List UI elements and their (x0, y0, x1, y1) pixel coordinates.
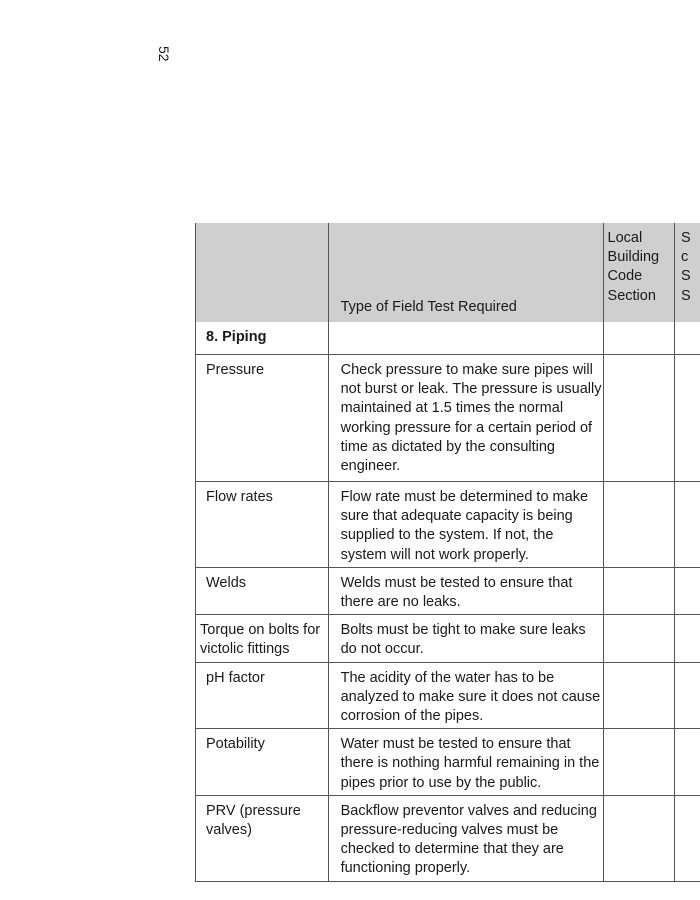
table-header-row (196, 223, 700, 322)
header-truncated-column: S c S S (674, 223, 700, 322)
row-item: Welds (196, 567, 329, 614)
header-item (196, 223, 329, 322)
row-test: Bolts must be tight to make sure leaks do not occur. (328, 615, 603, 662)
row-test: Welds must be tested to ensure that there are no leaks. (328, 567, 603, 614)
table-row (196, 615, 700, 662)
header-field-test: Type of Field Test Required (328, 223, 603, 322)
section-row (196, 322, 700, 355)
row-item: Torque on bolts for victolic fittings (196, 615, 329, 662)
row-item: Flow rates (196, 482, 329, 568)
table-row (196, 482, 700, 568)
table-row (196, 567, 700, 614)
row-test: Water must be tested to ensure that there is nothing harmful remaining in the pipes prior to use by the public. (328, 729, 603, 796)
table-row (196, 355, 700, 482)
row-item: pH factor (196, 662, 329, 729)
page-number: 52 (156, 46, 172, 62)
table-row (196, 662, 700, 729)
row-item: Potability (196, 729, 329, 796)
section-label: 8. Piping (206, 329, 267, 345)
row-item: PRV (pressure valves) (196, 795, 329, 881)
row-test: The acidity of the water has to be analyzed to make sure it does not cause corrosion of the pipes. (328, 662, 603, 729)
header-building-code: Local Building Code Section (603, 223, 674, 322)
row-item: Pressure (196, 355, 329, 482)
row-test: Flow rate must be determined to make sure that adequate capacity is being supplied to the system. If not, the system will not work properly. (328, 482, 603, 568)
table-row (196, 795, 700, 881)
row-test: Check pressure to make sure pipes will not burst or leak. The pressure is usually maintained at 1.5 times the normal working pressure for a certain period of time as dictated by the consulting engineer. (328, 355, 603, 482)
row-test: Backflow preventor valves and reducing pressure-reducing valves must be checked to determine that they are functioning properly. (328, 795, 603, 881)
field-test-table (195, 223, 700, 882)
table-row (196, 729, 700, 796)
